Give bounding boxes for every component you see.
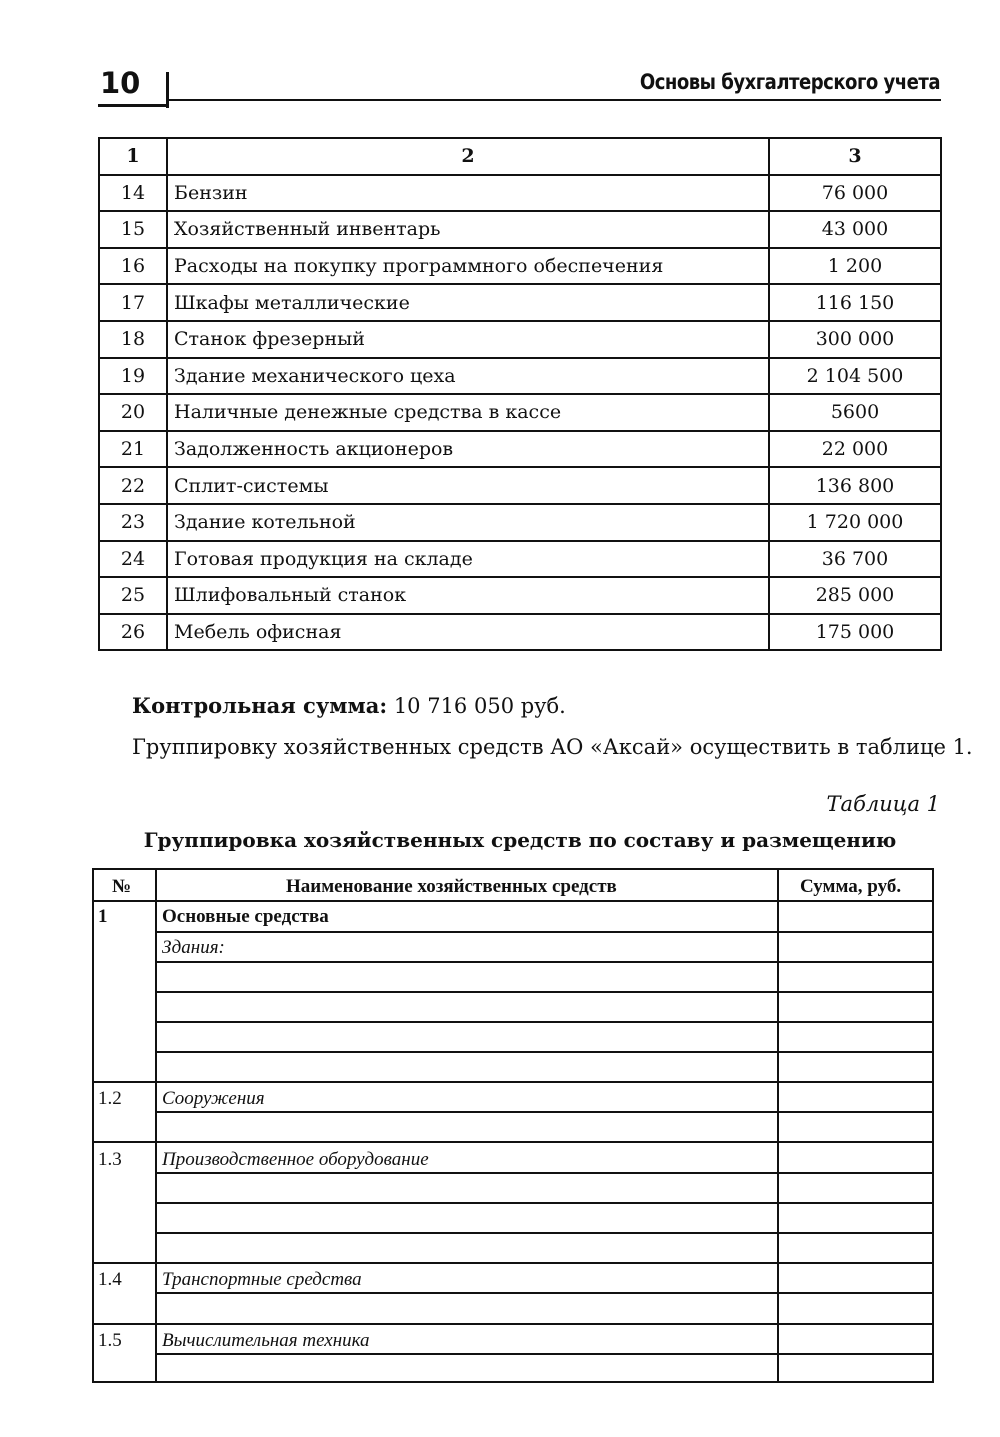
- row-value: 175 000: [769, 614, 941, 651]
- section-1-title: Основные средства: [162, 906, 329, 927]
- column-header-2: 2: [167, 138, 769, 175]
- page-number: 10: [100, 66, 141, 100]
- row-number: 19: [99, 358, 167, 395]
- control-sum-value: 10 716 050 руб.: [393, 694, 566, 718]
- row-name: Наличные денежные средства в кассе: [167, 394, 769, 431]
- row-divider: [155, 1353, 932, 1355]
- header-divider: [166, 72, 169, 108]
- row-divider: [94, 1323, 932, 1325]
- row-name: Шкафы металлические: [167, 284, 769, 321]
- row-number: 21: [99, 431, 167, 468]
- control-sum-label: Контрольная сумма:: [132, 693, 388, 718]
- row-divider: [94, 1262, 932, 1264]
- row-name: Готовая продукция на складе: [167, 541, 769, 578]
- row-number: 25: [99, 577, 167, 614]
- table-row: [99, 248, 941, 285]
- section-1-subtitle: Здания:: [162, 937, 225, 958]
- row-divider: [94, 900, 932, 902]
- row-divider: [155, 1021, 932, 1023]
- table-row: [99, 284, 941, 321]
- row-divider: [155, 931, 932, 933]
- instruction-text: Группировку хозяйственных средств АО «Аксай» осуществить в таблице 1.: [132, 735, 973, 759]
- row-divider: [155, 991, 932, 993]
- row-value: 5600: [769, 394, 941, 431]
- table-caption: Таблица 1: [826, 792, 940, 816]
- row-divider: [94, 1141, 932, 1143]
- row-number: 22: [99, 467, 167, 504]
- grouping-table: [92, 868, 934, 1383]
- table-row: [99, 175, 941, 212]
- row-value: 285 000: [769, 577, 941, 614]
- row-value: 43 000: [769, 211, 941, 248]
- row-value: 1 200: [769, 248, 941, 285]
- row-divider: [155, 1051, 932, 1053]
- row-number: 23: [99, 504, 167, 541]
- row-divider: [155, 1172, 932, 1174]
- row-value: 136 800: [769, 467, 941, 504]
- row-value: 76 000: [769, 175, 941, 212]
- row-name: Расходы на покупку программного обеспечения: [167, 248, 769, 285]
- table-row: [99, 467, 941, 504]
- header-name: Наименование хозяйственных средств: [286, 876, 617, 897]
- row-number: 26: [99, 614, 167, 651]
- table-row: [99, 541, 941, 578]
- row-value: 116 150: [769, 284, 941, 321]
- row-value: 1 720 000: [769, 504, 941, 541]
- control-sum: [132, 693, 566, 718]
- assets-list-table: [98, 137, 942, 651]
- column-divider: [777, 870, 779, 1381]
- table-row: [99, 504, 941, 541]
- column-header-3: 3: [769, 138, 941, 175]
- section-1-3-num: 1.3: [98, 1149, 122, 1170]
- row-divider: [155, 1202, 932, 1204]
- row-name: Здание котельной: [167, 504, 769, 541]
- row-name: Хозяйственный инвентарь: [167, 211, 769, 248]
- table-header-row: [99, 138, 941, 175]
- row-number: 17: [99, 284, 167, 321]
- row-name: Задолженность акционеров: [167, 431, 769, 468]
- table-row: [99, 358, 941, 395]
- table-row: [99, 577, 941, 614]
- row-number: 24: [99, 541, 167, 578]
- section-1-2-title: Сооружения: [162, 1088, 265, 1109]
- section-1-2-num: 1.2: [98, 1088, 122, 1109]
- row-name: Шлифовальный станок: [167, 577, 769, 614]
- row-number: 20: [99, 394, 167, 431]
- row-name: Сплит-системы: [167, 467, 769, 504]
- row-name: Мебель офисная: [167, 614, 769, 651]
- header-num: №: [112, 876, 132, 897]
- table-row: [99, 614, 941, 651]
- section-1-5-title: Вычислительная техника: [162, 1330, 370, 1351]
- row-number: 18: [99, 321, 167, 358]
- section-1-3-title: Производственное оборудование: [162, 1149, 429, 1170]
- row-divider: [155, 1111, 932, 1113]
- row-value: 300 000: [769, 321, 941, 358]
- row-name: Бензин: [167, 175, 769, 212]
- row-value: 2 104 500: [769, 358, 941, 395]
- row-divider: [94, 1081, 932, 1083]
- row-name: Станок фрезерный: [167, 321, 769, 358]
- page-number-rule: [98, 104, 168, 107]
- row-divider: [155, 1232, 932, 1234]
- section-1-5-num: 1.5: [98, 1330, 122, 1351]
- section-1-4-title: Транспортные средства: [162, 1269, 362, 1290]
- table-row: [99, 431, 941, 468]
- column-header-1: 1: [99, 138, 167, 175]
- row-value: 36 700: [769, 541, 941, 578]
- table-row: [99, 321, 941, 358]
- row-divider: [155, 961, 932, 963]
- section-1-num: 1: [98, 906, 108, 927]
- table-row: [99, 394, 941, 431]
- table-title: Группировка хозяйственных средств по составу и размещению: [143, 828, 897, 852]
- row-divider: [155, 1292, 932, 1294]
- row-number: 14: [99, 175, 167, 212]
- header-sum: Сумма, руб.: [800, 876, 902, 897]
- running-title: Основы бухгалтерского учета: [639, 70, 940, 94]
- section-1-4-num: 1.4: [98, 1269, 122, 1290]
- header-rule: [168, 99, 941, 101]
- row-value: 22 000: [769, 431, 941, 468]
- row-number: 15: [99, 211, 167, 248]
- table-row: [99, 211, 941, 248]
- column-divider: [155, 870, 157, 1381]
- row-number: 16: [99, 248, 167, 285]
- row-name: Здание механического цеха: [167, 358, 769, 395]
